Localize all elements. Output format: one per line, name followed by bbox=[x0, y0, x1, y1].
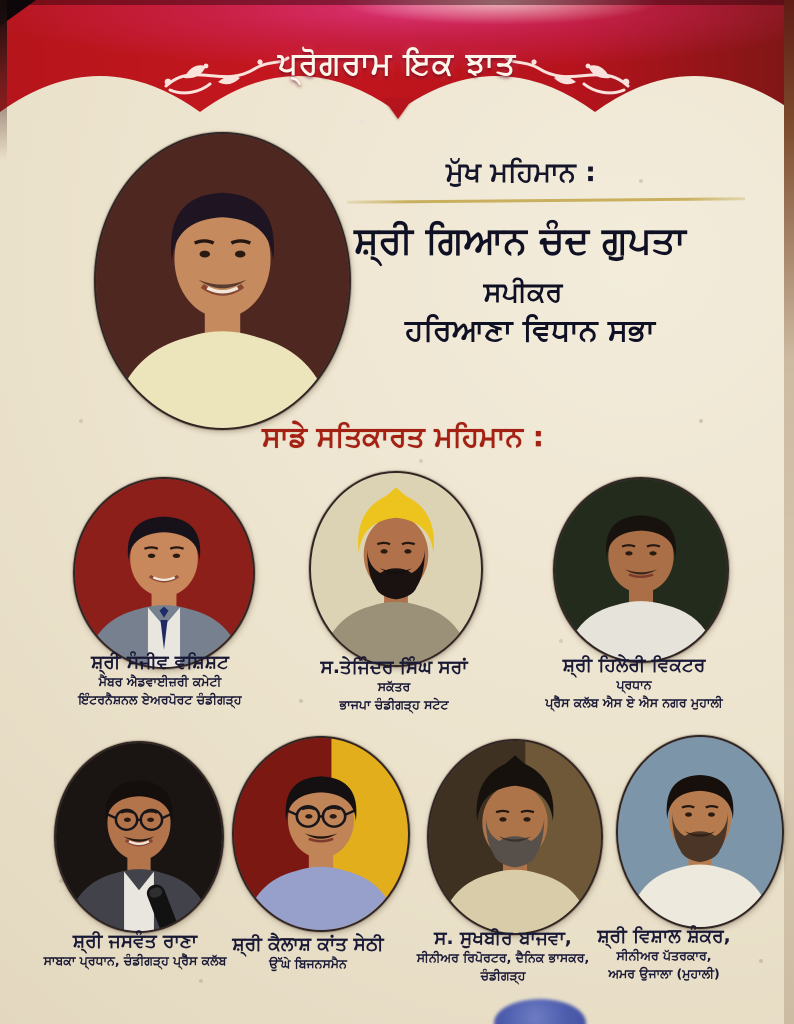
guest-title: ਮੈਂਬਰ ਐਡਵਾਈਜ਼ਰੀ ਕਮੇਟੀ bbox=[98, 674, 222, 690]
chief-guest-role: ਸਪੀਕਰ bbox=[483, 277, 563, 308]
guest-photo bbox=[73, 477, 255, 669]
guest-title: ਭਾਜਪਾ ਚੰਡੀਗੜ੍ਹ ਸਟੇਟ bbox=[339, 697, 449, 713]
chief-guest-organization: ਹਰਿਆਣਾ ਵਿਧਾਨ ਸਭਾ bbox=[405, 313, 655, 348]
chief-guest-name: ਸ਼੍ਰੀ ਗਿਆਨ ਚੰਦ ਗੁਪਤਾ bbox=[354, 219, 686, 262]
guest-name: ਸ਼੍ਰੀ ਸੰਜੀਵ ਵਸ਼ਿਸ਼ਟ bbox=[91, 652, 229, 673]
guest-photo bbox=[553, 477, 729, 663]
guest-name: ਸ਼੍ਰੀ ਕੈਲਾਸ਼ ਕਾਂਤ ਸੇਠੀ bbox=[232, 934, 384, 955]
guest-name: ਸ਼੍ਰੀ ਵਿਸ਼ਾਲ ਸ਼ੰਕਰ, bbox=[597, 926, 731, 947]
guest-caption bbox=[232, 934, 383, 973]
chevron-down-icon bbox=[383, 98, 413, 119]
guest-title: ਪ੍ਰੈੱਸ ਕਲੱਬ ਐਸ ਏ ਐਸ ਨਗਰ ਮੁਹਾਲੀ bbox=[545, 695, 723, 711]
guest-title: ਸੀਨੀਅਰ ਰਿਪੋਰਟਰ, ਦੈਨਿਕ ਭਾਸਕਰ, bbox=[416, 950, 590, 966]
guest-title: ਸਾਬਕਾ ਪ੍ਰਧਾਨ, ਚੰਡੀਗੜ੍ਹ ਪ੍ਰੈੱਸ ਕਲੱਬ bbox=[43, 953, 227, 969]
guest-caption bbox=[78, 652, 241, 710]
scan-edge-left bbox=[0, 0, 7, 160]
guest-photo bbox=[427, 739, 603, 935]
guest-title: ਉੱਘੇ ਬਿਜਨਸਮੈਨ bbox=[269, 956, 347, 972]
guest-title: ਇੰਟਰਨੈਸ਼ਨਲ ਏਅਰਪੋਰਟ ਚੰਡੀਗੜ੍ਹ bbox=[78, 692, 242, 708]
guest-name: ਸ਼੍ਰੀ ਹਿਲੇਰੀ ਵਿਕਟਰ bbox=[562, 655, 706, 676]
guest-photo bbox=[232, 736, 410, 932]
banner-title: ਪ੍ਰੋਗਰਾਮ ਇਕ ਝਾਤ bbox=[277, 46, 517, 82]
guest-title: ਸਕੱਤਰ bbox=[377, 679, 411, 695]
ink-stamp-mark bbox=[494, 999, 586, 1024]
guest-caption bbox=[597, 926, 730, 984]
guest-caption bbox=[417, 928, 590, 986]
guest-photo bbox=[54, 741, 224, 933]
scan-edge-right bbox=[784, 0, 794, 1024]
chief-guest-heading: ਮੁੱਖ ਮਹਿਮਾਨ : bbox=[446, 157, 596, 188]
guest-caption bbox=[321, 657, 468, 715]
guest-photo bbox=[309, 471, 483, 667]
guest-title: ਪ੍ਰਧਾਨ bbox=[616, 677, 652, 693]
guest-title: ਸੀਨੀਅਰ ਪੱਤਰਕਾਰ, bbox=[616, 948, 712, 964]
guest-name: ਸ.ਤੇਜਿੰਦਰ ਸਿੰਘ ਸਰਾਂ bbox=[320, 657, 468, 678]
guest-title: ਅਮਰ ਉਜਾਲਾ (ਮੁਹਾਲੀ) bbox=[608, 966, 720, 982]
guest-caption bbox=[44, 931, 227, 970]
heading-underline bbox=[347, 197, 745, 203]
floral-flourish-right bbox=[502, 52, 634, 98]
guest-photo bbox=[616, 735, 784, 929]
guests-section-heading: ਸਾਡੇ ਸਤਿਕਾਰਤ ਮਹਿਮਾਨ : bbox=[262, 420, 544, 453]
floral-flourish-left bbox=[160, 52, 292, 98]
chief-guest-photo bbox=[94, 132, 351, 430]
guest-name: ਸ. ਸੁਖਬੀਰ ਬਾਜਵਾ, bbox=[434, 928, 572, 949]
guest-name: ਸ਼੍ਰੀ ਜਸਵੰਤ ਰਾਣਾ bbox=[72, 931, 198, 952]
guest-caption bbox=[545, 655, 722, 713]
guest-title: ਚੰਡੀਗੜ੍ਹ bbox=[480, 968, 526, 984]
